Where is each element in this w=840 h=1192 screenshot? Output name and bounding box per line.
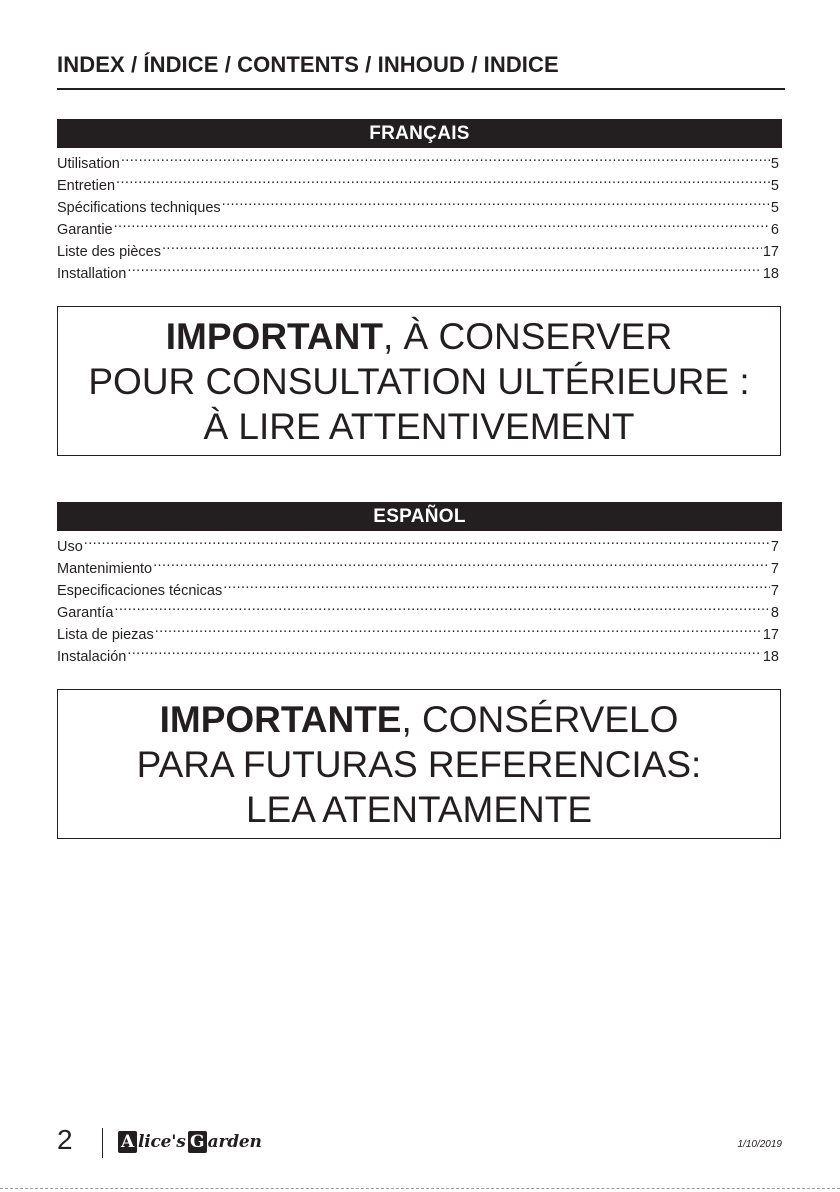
toc-entry-page: 17 bbox=[762, 627, 779, 643]
important-notice-francais bbox=[57, 306, 781, 456]
notice-emphasis: IMPORTANTE bbox=[159, 698, 402, 740]
brand-logo-initial-g: G bbox=[188, 1131, 207, 1153]
footer-divider bbox=[102, 1128, 103, 1158]
notice-line-2: POUR CONSULTATION ULTÉRIEURE : bbox=[88, 360, 750, 402]
toc-entry[interactable] bbox=[57, 557, 779, 579]
notice-line-1-rest: , À CONSERVER bbox=[382, 315, 673, 357]
toc-entry[interactable] bbox=[57, 218, 779, 240]
toc-entry[interactable] bbox=[57, 645, 779, 667]
toc-list-francais bbox=[57, 152, 779, 284]
notice-line-3: À LIRE ATTENTIVEMENT bbox=[203, 405, 635, 447]
brand-logo-initial-a: A bbox=[118, 1131, 137, 1153]
toc-entry-page: 17 bbox=[762, 244, 779, 260]
dot-leader bbox=[114, 218, 770, 234]
toc-entry-page: 18 bbox=[762, 266, 779, 282]
toc-entry-label: Liste des pièces bbox=[57, 244, 161, 260]
toc-entry-label: Garantie bbox=[57, 222, 113, 238]
toc-list-espanol bbox=[57, 535, 779, 667]
toc-entry-page: 8 bbox=[770, 605, 779, 621]
toc-entry[interactable] bbox=[57, 174, 779, 196]
toc-entry[interactable] bbox=[57, 240, 779, 262]
page-edge-rule bbox=[0, 1188, 840, 1189]
toc-entry-label: Utilisation bbox=[57, 156, 120, 172]
toc-entry-label: Garantía bbox=[57, 605, 114, 621]
toc-entry[interactable] bbox=[57, 535, 779, 557]
dot-leader bbox=[114, 601, 770, 617]
toc-entry-page: 5 bbox=[770, 156, 779, 172]
toc-entry[interactable] bbox=[57, 262, 779, 284]
toc-entry-page: 6 bbox=[770, 222, 779, 238]
important-notice-espanol bbox=[57, 689, 781, 839]
toc-entry[interactable] bbox=[57, 152, 779, 174]
brand-logo-text-1: lice's bbox=[138, 1132, 186, 1152]
toc-entry-label: Uso bbox=[57, 539, 83, 555]
dot-leader bbox=[116, 174, 770, 190]
dot-leader bbox=[121, 152, 770, 168]
toc-entry-label: Especificaciones técnicas bbox=[57, 583, 223, 599]
page-title: INDEX / ÍNDICE / CONTENTS / INHOUD / INDICE bbox=[57, 52, 559, 77]
notice-line-1 bbox=[160, 697, 679, 742]
page-number: 2 bbox=[57, 1124, 73, 1155]
section-heading-francais: FRANÇAIS bbox=[57, 119, 782, 148]
notice-line-1 bbox=[166, 314, 672, 359]
dot-leader bbox=[222, 196, 770, 212]
toc-entry-page: 18 bbox=[762, 649, 779, 665]
toc-entry-label: Instalación bbox=[57, 649, 127, 665]
dot-leader bbox=[155, 623, 762, 639]
toc-entry-page: 7 bbox=[770, 583, 779, 599]
toc-entry-page: 5 bbox=[770, 178, 779, 194]
dot-leader bbox=[162, 240, 762, 256]
dot-leader bbox=[127, 262, 762, 278]
dot-leader bbox=[153, 557, 770, 573]
toc-entry-page: 7 bbox=[770, 539, 779, 555]
toc-entry[interactable] bbox=[57, 623, 779, 645]
toc-entry-label: Spécifications techniques bbox=[57, 200, 221, 216]
notice-emphasis: IMPORTANT bbox=[165, 315, 383, 357]
dot-leader bbox=[223, 579, 770, 595]
footer-date: 1/10/2019 bbox=[737, 1139, 782, 1150]
toc-entry[interactable] bbox=[57, 196, 779, 218]
title-divider bbox=[57, 88, 785, 90]
notice-line-2: PARA FUTURAS REFERENCIAS: bbox=[136, 743, 702, 785]
notice-line-3: LEA ATENTAMENTE bbox=[245, 788, 593, 830]
toc-entry[interactable] bbox=[57, 601, 779, 623]
toc-entry-page: 7 bbox=[770, 561, 779, 577]
dot-leader bbox=[127, 645, 762, 661]
brand-logo-text-2: arden bbox=[207, 1132, 262, 1152]
toc-entry-page: 5 bbox=[770, 200, 779, 216]
toc-entry-label: Lista de piezas bbox=[57, 627, 154, 643]
toc-entry-label: Installation bbox=[57, 266, 127, 282]
section-heading-espanol: ESPAÑOL bbox=[57, 502, 782, 531]
dot-leader bbox=[84, 535, 770, 551]
notice-line-1-rest: , CONSÉRVELO bbox=[401, 698, 679, 740]
toc-entry-label: Entretien bbox=[57, 178, 116, 194]
brand-logo bbox=[118, 1128, 262, 1156]
toc-entry[interactable] bbox=[57, 579, 779, 601]
toc-entry-label: Mantenimiento bbox=[57, 561, 153, 577]
